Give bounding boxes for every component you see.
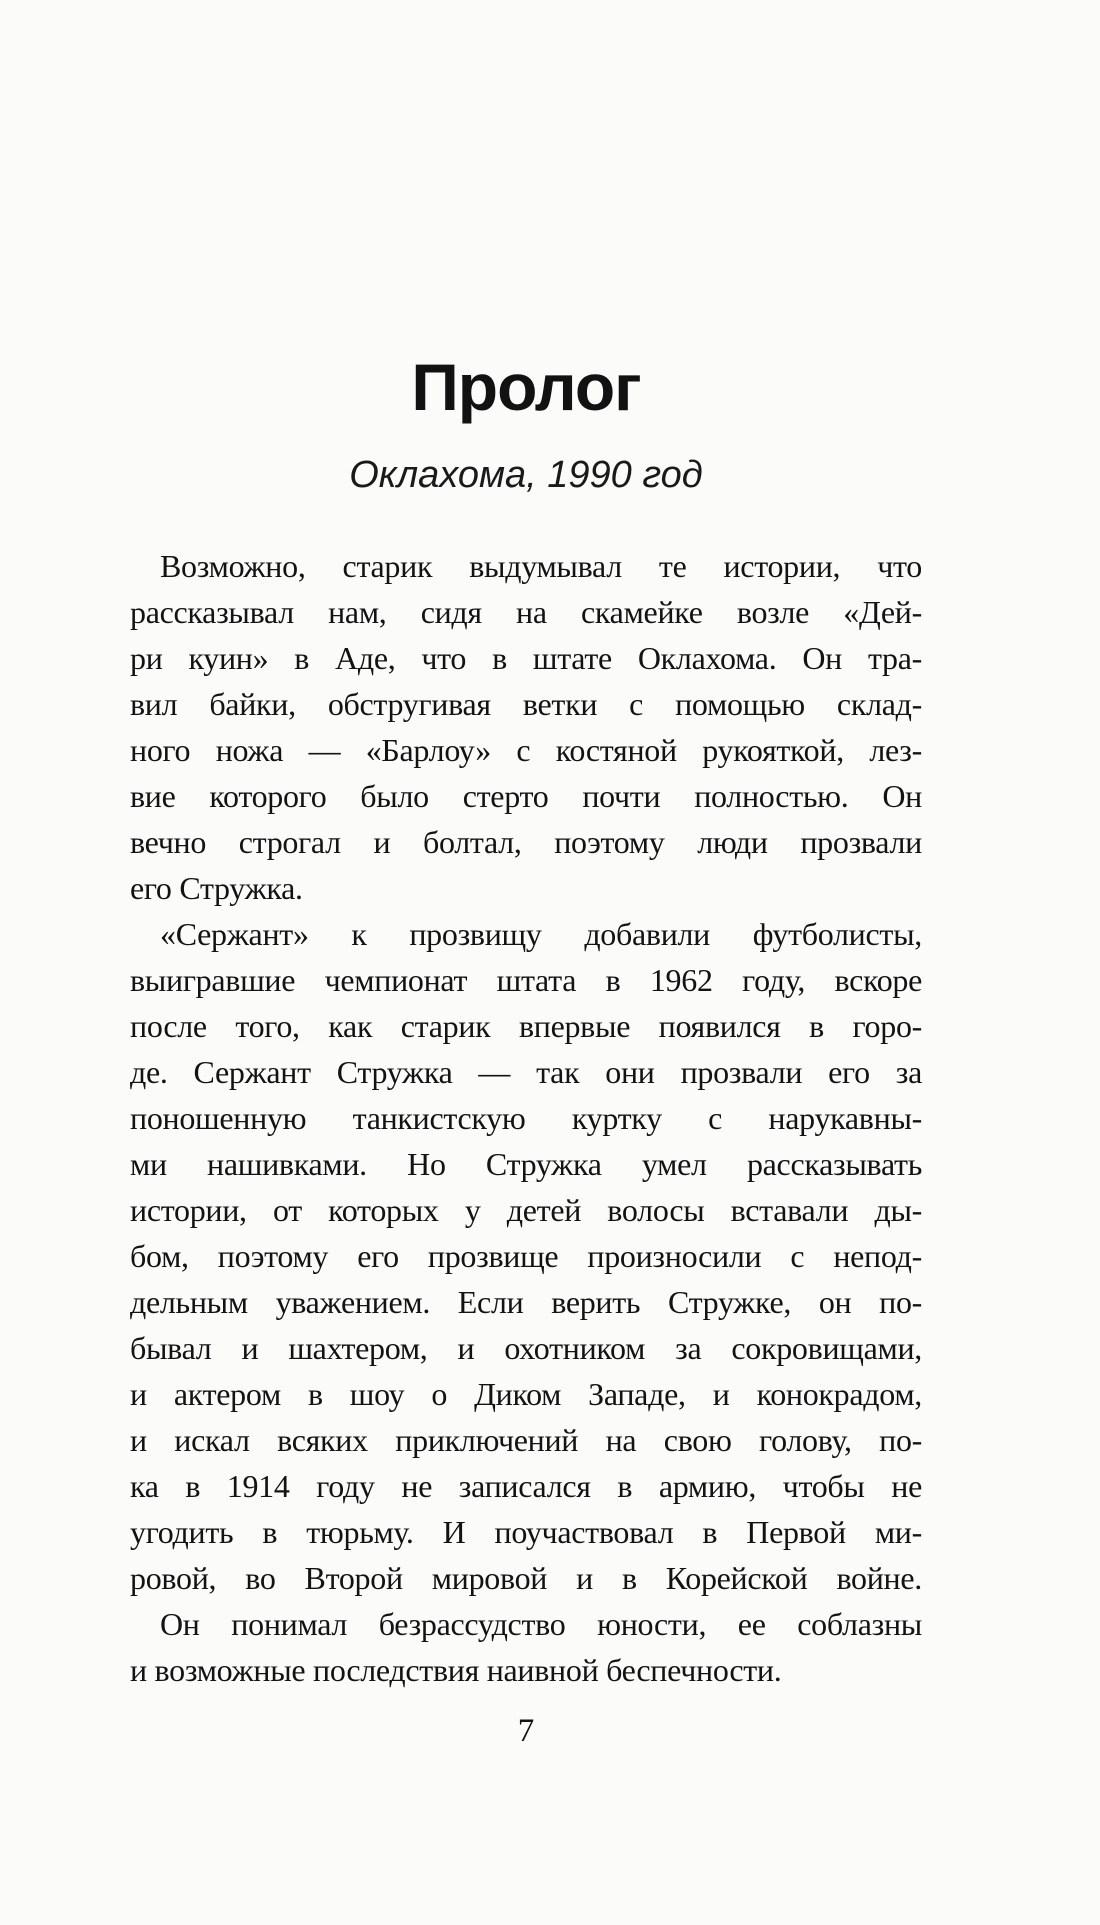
text-line: и актером в шоу о Диком Западе, и конокрадом, bbox=[130, 1376, 922, 1412]
text-line: бывал и шахтером, и охотником за сокровищами, bbox=[130, 1330, 922, 1366]
text-line: рассказывал нам, сидя на скамейке возле «Дей- bbox=[130, 594, 922, 630]
text-line: вечно строгал и болтал, поэтому люди прозвали bbox=[130, 824, 922, 860]
text-line: истории, от которых у детей волосы вставали ды- bbox=[130, 1192, 922, 1228]
body-text bbox=[130, 543, 922, 1693]
text-line: Он понимал безрассудство юности, ее соблазны bbox=[160, 1606, 922, 1642]
text-line: вие которого было стерто почти полностью. Он bbox=[130, 778, 922, 814]
text-line: выигравшие чемпионат штата в 1962 году, вскоре bbox=[130, 962, 922, 998]
text-line: бом, поэтому его прозвище произносили с непод- bbox=[130, 1238, 922, 1274]
text-line: ровой, во Второй мировой и в Корейской войне. bbox=[130, 1560, 922, 1596]
page-number: 7 bbox=[517, 1713, 535, 1749]
text-line: и искал всяких приключений на свою голову, по- bbox=[130, 1422, 922, 1458]
text-line: дельным уважением. Если верить Стружке, он по- bbox=[130, 1284, 922, 1320]
chapter-subtitle: Оклахома, 1990 год bbox=[349, 454, 703, 496]
text-line: де. Сержант Стружка — так они прозвали его за bbox=[130, 1054, 922, 1090]
text-line: угодить в тюрьму. И поучаствовал в Первой ми- bbox=[130, 1514, 922, 1550]
text-line: поношенную танкистскую куртку с нарукавны- bbox=[130, 1100, 922, 1136]
text-line: ри куин» в Аде, что в штате Оклахома. Он тра- bbox=[130, 640, 922, 676]
text-line: ного ножа — «Барлоу» с костяной рукояткой, лез- bbox=[130, 732, 922, 768]
text-line: вил байки, обстругивая ветки с помощью склад- bbox=[130, 686, 922, 722]
text-line: после того, как старик впервые появился в горо- bbox=[130, 1008, 922, 1044]
text-line: и возможные последствия наивной беспечности. bbox=[130, 1652, 782, 1688]
text-line: «Сержант» к прозвищу добавили футболисты, bbox=[160, 916, 922, 952]
chapter-title: Пролог bbox=[411, 350, 641, 424]
text-line: ка в 1914 году не записался в армию, чтобы не bbox=[130, 1468, 922, 1504]
text-line: его Стружка. bbox=[130, 870, 303, 906]
text-line: Возможно, старик выдумывал те истории, что bbox=[160, 548, 922, 584]
text-line: ми нашивками. Но Стружка умел рассказывать bbox=[130, 1146, 922, 1182]
